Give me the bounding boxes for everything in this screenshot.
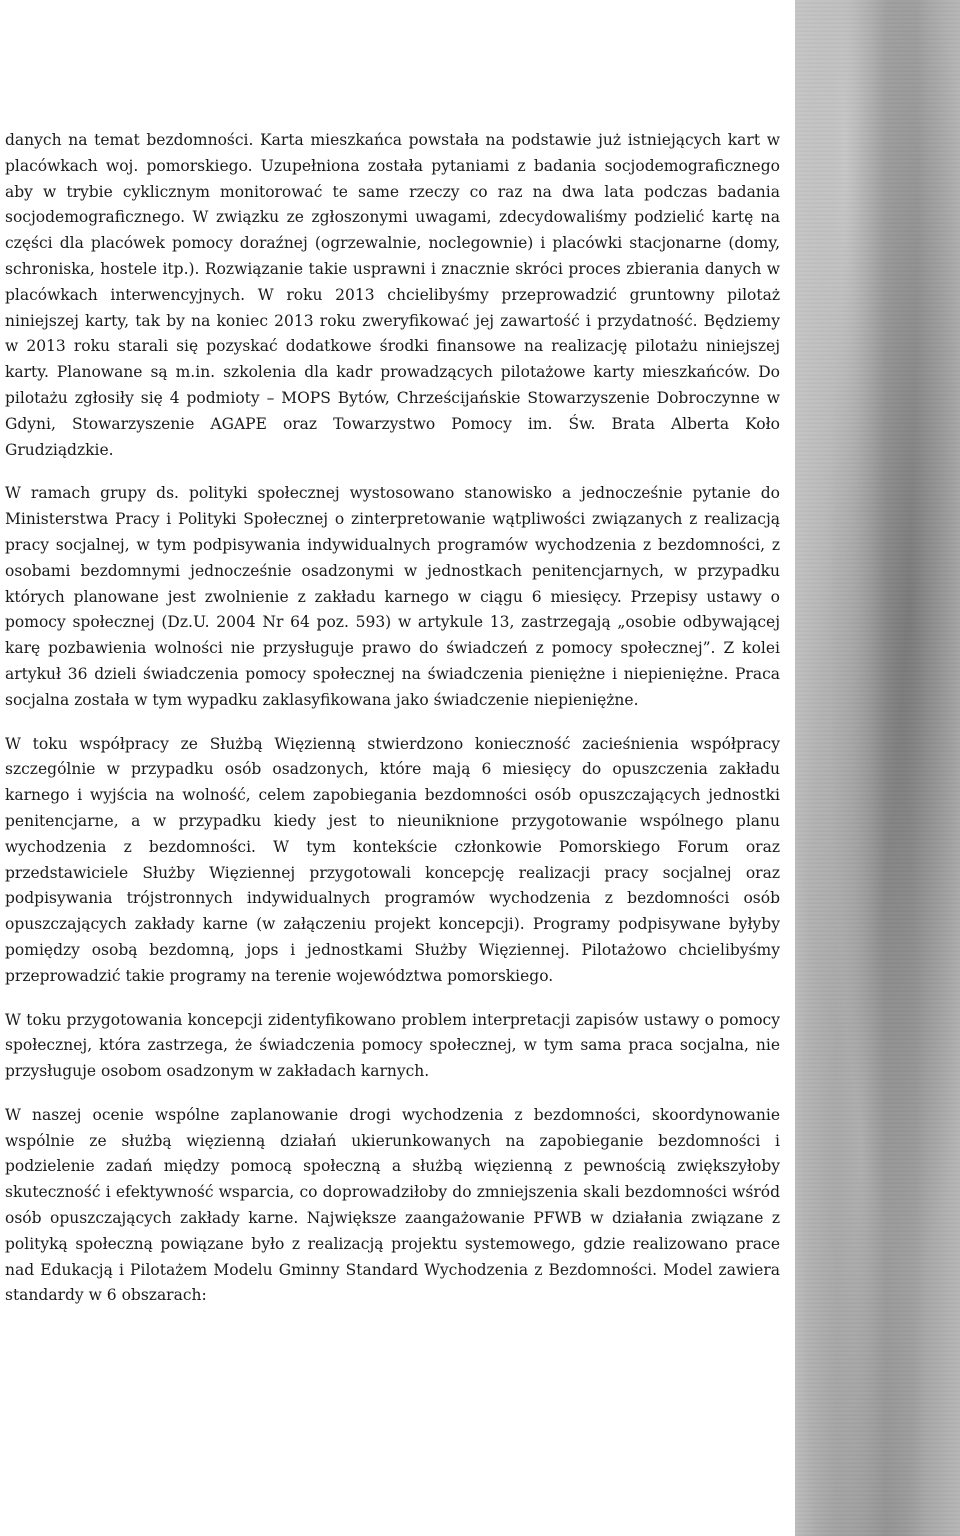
paragraph-ocena-wspolpracy: W naszej ocenie wspólne zaplanowanie drogi wychodzenia z bezdomności, skoordynowanie wspólnie ze służbą więzienną działań ukierunkowanych na zapobieganie bezdomności i podzielenie zadań między pomocą społeczną a służbą więzienną z pewnością zwiększyłoby skuteczność i efektywność wsparcia, co doprowadziłoby do zmniejszenia skali bezdomności wśród osób opuszczających zakłady karne. Największe zaangażowanie PFWB w działania związane z polityką społeczną powiązane było z realizacją projektu systemowego, gdzie realizowano prace nad Edukacją i Pilotażem Modelu Gminny Standard Wychodzenia z Bezdomności. Model zawiera standardy w 6 obszarach:	[5, 1105, 780, 1305]
document-body	[5, 128, 780, 1327]
paragraph-polityka-spoleczna: W ramach grupy ds. polityki społecznej wystosowano stanowisko a jednocześnie pytanie do Ministerstwa Pracy i Polityki Społecznej o zinterpretowanie wątpliwości związanych z realizacją pracy socjalnej, w tym podpisywania indywidualnych programów wychodzenia z bezdomności, z osobami bezdomnymi jednocześnie osadzonymi w jednostkach penitencjarnych, w przypadku których planowane jest zwolnienie z zakładu karnego w ciągu 6 miesięcy. Przepisy ustawy o pomocy społecznej (Dz.U. 2004 Nr 64 poz. 593) w artykule 13, zastrzegają „osobie odbywającej karę pozbawienia wolności nie przysługuje prawo do świadczeń z pomocy społecznej”. Z kolei artykuł 36 dzieli świadczenia pomocy społecznej na świadczenia pieniężne i niepieniężne. Praca socjalna została w tym wypadku zaklasyfikowana jako świadczenie niepieniężne.	[5, 484, 780, 709]
paragraph-sluzba-wiezienna: W toku współpracy ze Służbą Więzienną stwierdzono konieczność zacieśnienia współpracy szczególnie w przypadku osób osadzonych, które mają 6 miesięcy do opuszczenia zakładu karnego i wyjścia na wolność, celem zapobiegania bezdomności osób opuszczających jednostki penitencjarne, a w przypadku kiedy jest to nieuniknione przygotowanie wspólnego planu wychodzenia z bezdomności. W tym kontekście członkowie Pomorskiego Forum oraz przedstawiciele Służby Więziennej przygotowali koncepcję realizacji pracy socjalnej oraz podpisywania trójstronnych indywidualnych programów wychodzenia z bezdomności osób opuszczających zakłady karne (w załączeniu projekt koncepcji). Programy podpisywane byłyby pomiędzy osobą bezdomną, jops i jednostkami Służby Więziennej. Pilotażowo chcielibyśmy przeprowadzić takie programy na terenie województwa pomorskiego.	[5, 734, 780, 985]
scanned-background-strip	[795, 0, 960, 1536]
paragraph-karta-mieszkanca: danych na temat bezdomności. Karta mieszkańca powstała na podstawie już istniejących kart w placówkach woj. pomorskiego. Uzupełniona została pytaniami z badania socjodemograficznego aby w trybie cyklicznym monitorować te same rzeczy co raz na dwa lata podczas badania socjodemograficznego. W związku ze zgłoszonymi uwagami, zdecydowaliśmy podzielić kartę na części dla placówek pomocy doraźnej (ogrzewalnie, noclegownie) i placówki stacjonarne (domy, schroniska, hostele itp.). Rozwiązanie takie usprawni i znacznie skróci proces zbierania danych w placówkach interwencyjnych. W roku 2013 chcielibyśmy przeprowadzić gruntowny pilotaż niniejszej karty, tak by na koniec 2013 roku zweryfikować jej zawartość i przydatność. Będziemy w 2013 roku starali się pozyskać dodatkowe środki finansowe na realizację pilotażu niniejszej karty. Planowane są m.in. szkolenia dla kadr prowadzących pilotażowe karty mieszkańców. Do pilotażu zgłosiły się 4 podmioty – MOPS Bytów, Chrześcijańskie Stowarzyszenie Dobroczynne w Gdyni, Stowarzyszenie AGAPE oraz Towarzystwo Pomocy im. Św. Brata Alberta Koło Grudziądzkie.	[5, 131, 780, 459]
paragraph-interpretacja-ustawy: W toku przygotowania koncepcji zidentyfikowano problem interpretacji zapisów ustawy o pomocy społecznej, która zastrzega, że świadczenia pomocy społecznej, w tym sama praca socjalna, nie przysługuje osobom osadzonym w zakładach karnych.	[5, 1010, 780, 1081]
